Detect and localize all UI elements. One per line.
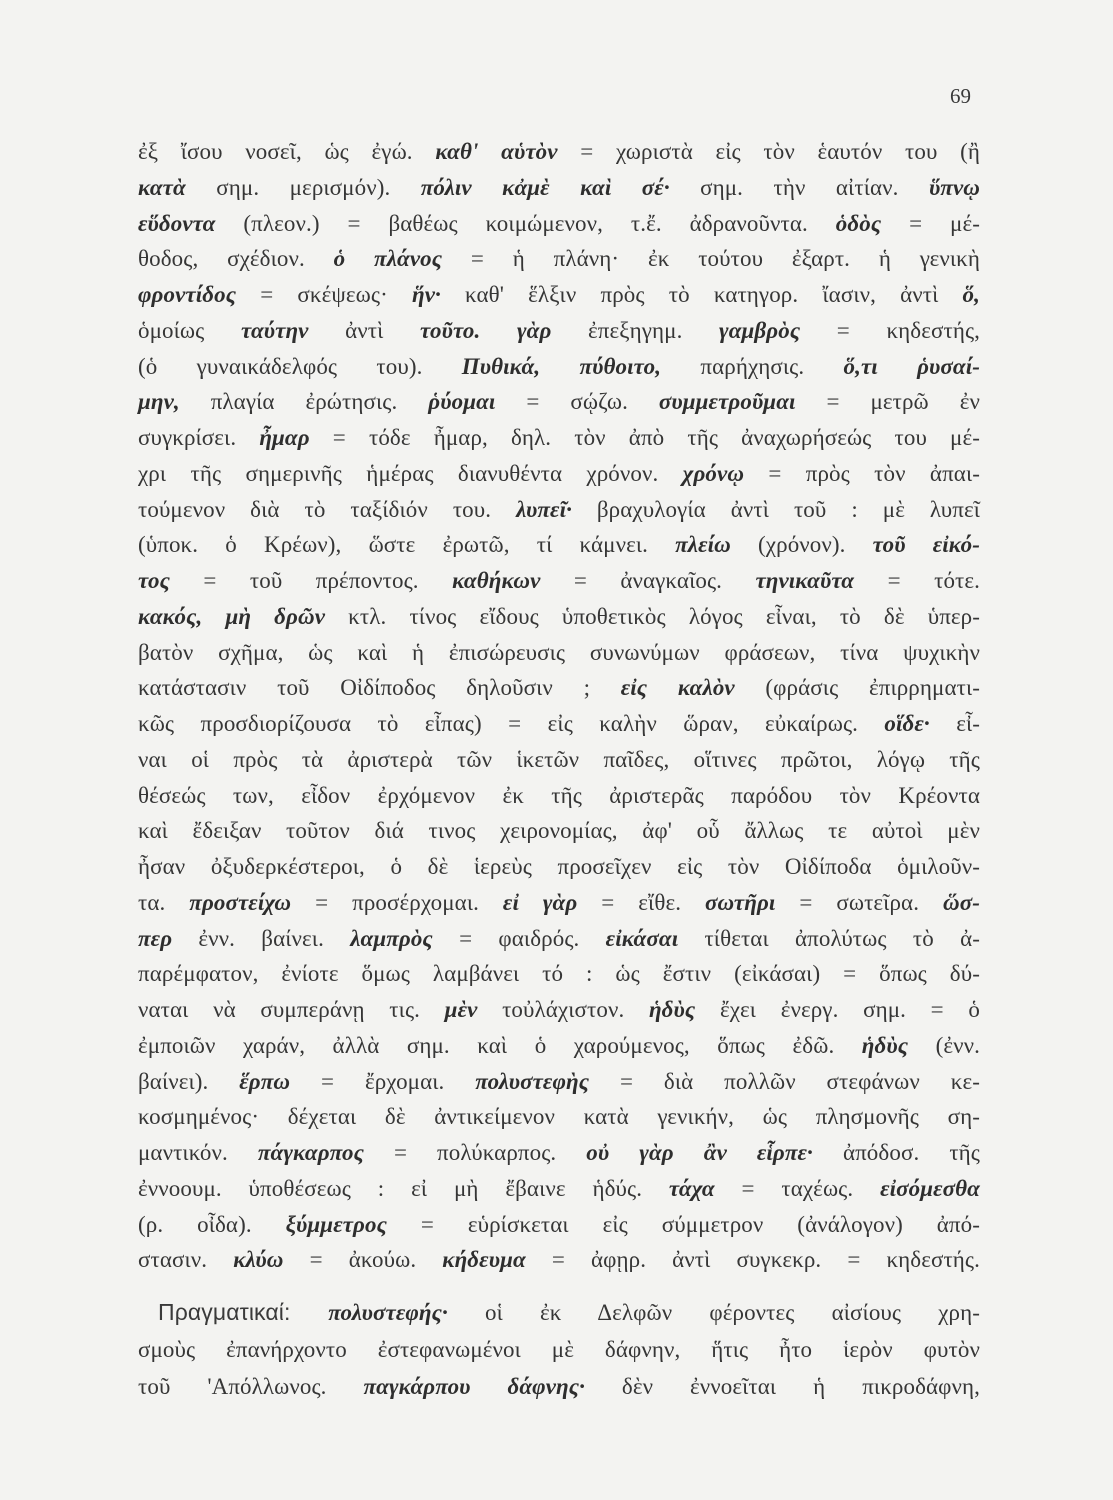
text-line <box>138 1174 980 1204</box>
gloss-text: θέσεώς των, εἶδον ἐρχόμενον ἐκ τῆς ἀριστερᾶς παρόδου τὸν Κρέοντα <box>138 782 980 808</box>
lemma-term: πλείω <box>675 532 731 558</box>
lemma-term: Πυθικά, πύθοιτο, <box>461 353 662 379</box>
gloss-text: (χρόνον). <box>730 532 873 558</box>
text-line <box>138 1372 980 1402</box>
lemma-term: εἰς καλὸν <box>620 675 735 701</box>
gloss-text: τοῦ 'Απόλλωνος. <box>138 1374 364 1399</box>
text-line <box>138 816 980 846</box>
gloss-text: βατὸν σχῆμα, ὡς καὶ ἡ ἐπισώρευσις συνωνύμων φράσεων, τίνα ψυχικὴν <box>138 639 980 665</box>
text-line <box>138 244 980 274</box>
gloss-text: ναται νὰ συμπεράνῃ τις. <box>138 997 445 1022</box>
lemma-term: τος <box>138 568 170 593</box>
gloss-text: ναι οἱ πρὸς τὰ ἀριστερὰ τῶν ἱκετῶν παῖδες, οἵτινες πρῶτοι, λόγῳ τῆς <box>138 746 980 772</box>
gloss-text: = κηδεστής, <box>800 317 981 343</box>
gloss-text: = ἀκούω. <box>283 1247 443 1273</box>
lemma-term: μὲν <box>444 997 478 1022</box>
text-line <box>138 423 980 453</box>
gloss-text: ὁμοίως <box>138 317 241 343</box>
gloss-text: σημ. μερισμόν). <box>185 174 421 200</box>
lemma-term: τηνικαῦτα <box>755 568 855 593</box>
gloss-text: παρέμφατον, ἐνίοτε ὅμως λαμβάνει τό : ὡς ἔστιν (εἰκάσαι) = ὅπως δύ- <box>138 961 980 987</box>
lemma-term: γαμβρὸς <box>719 317 801 343</box>
gloss-text: = μέ- <box>881 210 980 236</box>
lemma-term: ὕπνῳ <box>928 174 980 200</box>
gloss-text: (φράσις ἐπιρρηματι- <box>734 675 980 701</box>
gloss-text: τοὐλάχιστον. <box>477 997 649 1022</box>
text-line <box>138 673 980 703</box>
gloss-text: ἔχει ἐνεργ. σημ. = ὁ <box>695 997 980 1022</box>
gloss-text: = ἀφῃρ. ἀντὶ συγκεκρ. = κηδεστής. <box>525 1247 980 1273</box>
lemma-term: πολυστεφὴς <box>475 1068 590 1094</box>
lemma-term: ὅ, <box>962 282 980 307</box>
gloss-text: = τόδε ἦμαρ, δηλ. τὸν ἀπὸ τῆς ἀναχωρήσεώς του μέ- <box>309 425 980 450</box>
gloss-text: ἀντὶ <box>308 317 420 343</box>
lemma-term: οὐ γὰρ ἂν εἷρπε· <box>586 1140 813 1165</box>
text-line <box>138 459 980 489</box>
gloss-text: (ὁ γυναικάδελφός του). <box>138 353 462 379</box>
text-line <box>138 316 980 346</box>
gloss-text: εἶ- <box>929 711 980 736</box>
text-line <box>158 1297 980 1328</box>
lemma-term: ἡδὺς <box>861 1032 909 1058</box>
gloss-text: σμοὺς ἐπανήρχοντο ἐστεφανωμένοι μὲ δάφνην, ἥτις ἦτο ἱερὸν φυτὸν <box>138 1336 980 1362</box>
text-line <box>138 209 980 239</box>
gloss-text: τούμενον διὰ τὸ ταξίδιόν του. <box>138 496 517 522</box>
lemma-term: πάγκαρπος <box>257 1140 364 1165</box>
text-line <box>138 602 980 632</box>
gloss-text: ἐννοουμ. ὑποθέσεως : εἰ μὴ ἔβαινε ἡδύς. <box>138 1175 669 1201</box>
lemma-term: ἡδὺς <box>648 997 696 1022</box>
gloss-text: πλαγία ἐρώτησις. <box>179 389 429 415</box>
gloss-text: = ἔρχομαι. <box>290 1068 476 1094</box>
text-line <box>138 1245 980 1275</box>
gloss-text: τίθεται ἀπολύτως τὸ ἀ- <box>678 925 980 951</box>
text-line <box>138 352 980 382</box>
lemma-term: οἵδε· <box>884 711 930 736</box>
lemma-term: εἰκάσαι <box>605 925 679 951</box>
text-line <box>138 1067 980 1097</box>
text-line <box>138 995 980 1025</box>
lemma-term: ὁδὸς <box>835 210 882 236</box>
lemma-term: εὕδοντα <box>138 210 216 236</box>
lemma-term: πολυστεφής· <box>328 1300 448 1325</box>
gloss-text: κοσμημένος· δέχεται δὲ ἀντικείμενον κατὰ γενικήν, ὡς πλησμονῆς ση- <box>138 1104 980 1130</box>
lemma-term: προστείχω <box>189 889 292 915</box>
gloss-text: = προσέρχομαι. <box>291 889 503 915</box>
lemma-term: κατὰ <box>138 174 186 200</box>
gloss-text: = ἡ πλάνη· ἐκ τούτου ἐξαρτ. ἡ γενικὴ <box>442 246 980 272</box>
lemma-term: εἰσόμεσθα <box>880 1175 980 1201</box>
text-line <box>138 530 980 560</box>
text-line <box>138 137 980 167</box>
gloss-text: = ταχέως. <box>714 1175 881 1201</box>
text-line <box>138 924 980 954</box>
text-line <box>138 1031 980 1061</box>
gloss-text: ἐμποιῶν χαράν, ἀλλὰ σημ. καὶ ὁ χαρούμενος, ὅπως ἐδῶ. <box>138 1032 862 1058</box>
gloss-text: (ρ. οἶδα). <box>138 1211 286 1237</box>
lemma-term: εἰ γὰρ <box>502 889 578 915</box>
text-line <box>138 709 980 739</box>
lemma-term: λαμπρὸς <box>350 925 433 951</box>
gloss-text: = πρὸς τὸν ἀπαι- <box>744 460 980 486</box>
lemma-term: λυπεῖ· <box>516 496 572 522</box>
lemma-term: τοῦτο. γὰρ <box>420 317 552 343</box>
lemma-term: κακός, μὴ δρῶν <box>138 603 326 629</box>
lemma-term: κήδευμα <box>442 1247 526 1273</box>
gloss-text: = εἴθε. <box>577 889 706 915</box>
lemma-term: ταύτην <box>240 317 309 343</box>
gloss-text: = διὰ πολλῶν στεφάνων κε- <box>589 1068 980 1094</box>
gloss-text: = εὑρίσκεται εἰς σύμμετρον (ἀνάλογον) ἀπό- <box>386 1211 980 1237</box>
gloss-text: = τοῦ πρέποντος. <box>169 568 453 593</box>
text-line <box>138 495 980 525</box>
gloss-text: κατάστασιν τοῦ Οἰδίποδος δηλοῦσιν ; <box>138 675 621 701</box>
gloss-text: ἐπεξηγημ. <box>551 317 720 343</box>
gloss-text: παρήχησις. <box>661 353 844 379</box>
section-heading: Πραγματικαί: <box>158 1299 329 1325</box>
gloss-text: (πλεον.) = βαθέως κοιμώμενον, τ.ἔ. ἀδρανοῦντα. <box>215 210 836 236</box>
lemma-term: περ <box>138 925 173 951</box>
page-number: 69 <box>950 84 971 108</box>
text-line <box>138 1138 980 1168</box>
lemma-term: χρόνῳ <box>682 460 745 486</box>
text-line <box>138 1335 980 1365</box>
text-line <box>138 280 980 310</box>
lemma-term: ὅ,τι ῥυσαί- <box>843 353 980 379</box>
text-line <box>138 745 980 775</box>
lemma-term: ἕρπω <box>239 1068 291 1094</box>
lemma-term: καθ' αὑτὸν <box>435 139 558 164</box>
gloss-text: ἐξ ἴσου νοσεῖ, ὡς ἐγώ. <box>138 139 436 164</box>
text-line <box>138 1102 980 1132</box>
lemma-term: ὥσ- <box>943 889 980 915</box>
gloss-text: χρι τῆς σημερινῆς ἡμέρας διανυθέντα χρόνον. <box>138 460 683 486</box>
lemma-term: παγκάρπου δάφνης· <box>363 1374 585 1399</box>
gloss-text: = φαιδρός. <box>432 925 606 951</box>
gloss-text: = πολύκαρπος. <box>363 1140 587 1165</box>
gloss-text: μαντικόν. <box>138 1140 258 1165</box>
gloss-text: = χωριστὰ εἰς τὸν ἑαυτόν του (ἢ <box>557 139 980 164</box>
gloss-text: οἱ ἐκ Δελφῶν φέροντες αἰσίους χρη- <box>447 1300 980 1325</box>
lemma-term: ξύμμετρος <box>285 1211 387 1237</box>
gloss-text: = τότε. <box>854 568 980 593</box>
gloss-text: = μετρῶ ἐν <box>795 389 980 415</box>
lemma-term: φροντίδος <box>138 282 237 307</box>
lemma-term: πόλιν κἀμὲ καὶ σέ· <box>420 174 670 200</box>
text-line <box>138 852 980 882</box>
text-line <box>138 959 980 989</box>
gloss-text: βαίνει). <box>138 1068 240 1094</box>
gloss-text: = σκέψεως· <box>236 282 412 307</box>
gloss-text: σημ. τὴν αἰτίαν. <box>669 174 929 200</box>
gloss-text: βραχυλογία ἀντὶ τοῦ : μὲ λυπεῖ <box>571 496 981 522</box>
gloss-text: καὶ ἔδειξαν τοῦτον διά τινος χειρονομίας, ἀφ' οὗ ἄλλως τε αὐτοὶ μὲν <box>138 818 980 844</box>
text-line <box>138 173 980 203</box>
gloss-text: θοδος, σχέδιον. <box>138 246 334 272</box>
gloss-text: ἀπόδοσ. τῆς <box>812 1140 980 1165</box>
lemma-term: καθήκων <box>452 568 541 593</box>
lemma-term: ἥν· <box>411 282 441 307</box>
gloss-text: = ἀναγκαῖος. <box>540 568 756 593</box>
gloss-text: (ἐνν. <box>908 1032 980 1058</box>
gloss-text: ἦσαν ὀξυδερκέστεροι, ὁ δὲ ἱερεὺς προσεῖχεν εἰς τὸν Οἰδίποδα ὁμιλοῦν- <box>138 854 980 879</box>
lemma-term: τάχα <box>668 1175 715 1201</box>
lemma-term: ἦμαρ <box>259 425 310 450</box>
gloss-text: ἐνν. βαίνει. <box>172 925 351 951</box>
gloss-text: συγκρίσει. <box>138 425 260 450</box>
gloss-text: κτλ. τίνος εἴδους ὑποθετικὸς λόγος εἶναι, τὸ δὲ ὑπερ- <box>325 603 980 629</box>
gloss-text: δὲν ἐννοεῖται ἡ πικροδάφνη, <box>584 1374 981 1399</box>
text-line <box>138 566 980 596</box>
text-line <box>138 387 980 417</box>
gloss-text: τα. <box>138 889 190 915</box>
lemma-term: μην, <box>138 389 180 415</box>
text-line <box>138 888 980 918</box>
lemma-term: συμμετροῦμαι <box>658 389 796 415</box>
gloss-text: = σωτεῖρα. <box>775 889 943 915</box>
gloss-text: στασιν. <box>138 1247 234 1273</box>
gloss-text: κῶς προσδιορίζουσα τὸ εἶπας) = εἰς καλὴν ὥραν, εὐκαίρως. <box>138 711 885 736</box>
text-line <box>138 1210 980 1240</box>
text-line <box>138 781 980 811</box>
lemma-term: τοῦ εἰκό- <box>872 532 981 558</box>
lemma-term: ῥύομαι <box>428 389 496 415</box>
gloss-text: καθ' ἕλξιν πρὸς τὸ κατηγορ. ἴασιν, ἀντὶ <box>440 282 963 307</box>
text-line <box>138 638 980 668</box>
gloss-text: (ὑποκ. ὁ Κρέων), ὥστε ἐρωτῶ, τί κάμνει. <box>138 532 676 558</box>
lemma-term: κλύω <box>233 1247 284 1273</box>
lemma-term: ὁ πλάνος <box>333 246 443 272</box>
lemma-term: σωτῆρι <box>705 889 776 915</box>
gloss-text: = σῴζω. <box>495 389 659 415</box>
